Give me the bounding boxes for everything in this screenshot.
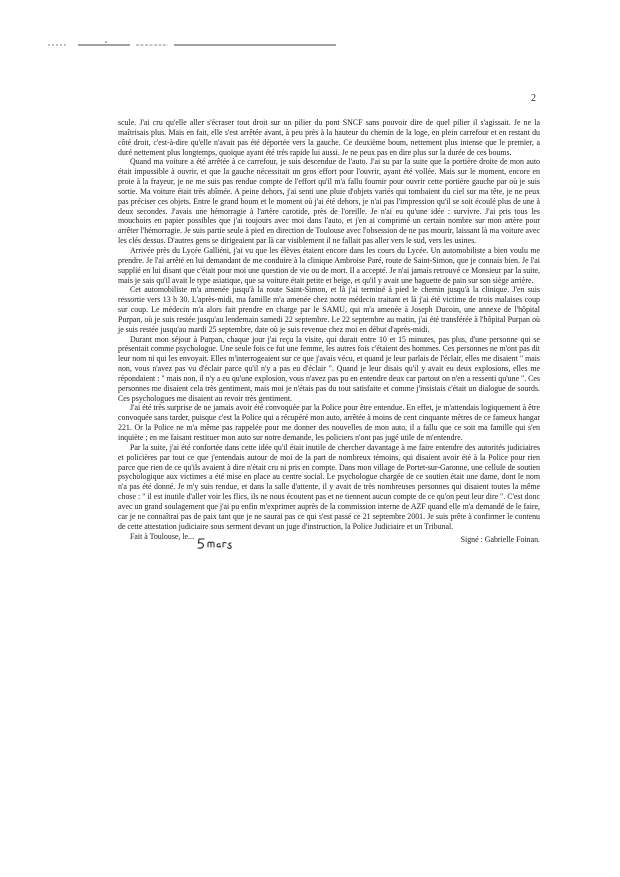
handwritten-date xyxy=(196,536,240,552)
paragraph: J'ai été très surprise de ne jamais avoir été convoquée par la Police pour être entendue. En effet, je m'attendais logiquement à être convoquée sans tarder, puisque c'est la Police qui a récupéré mon auto, arrêtée à moins de cent cinquante mètres de ce fameux hangar 221. Or la Police ne m'a même pas rappelée pour me donner des nouvelles de mon auto, il a fallu que ce soit ma famille qui s'en inquiète ; en me faisant restituer mon auto sur notre demande, les policiers n'ont pas jugé utile de m'entendre. xyxy=(118,403,540,442)
paragraph: Par la suite, j'ai été confortée dans cette idée qu'il était inutile de chercher davantage à me faire entendre des autorités judiciaires et policières par tout ce que j'entendais autour de moi de la part de nombreux témoins, qui disaient avoir été à la Police pour rien parce que rien de ce qu'ils avaient à dire n'était cru ni pris en compte. Dans mon village de Portet-sur-Garonne, une cellule de soutien psychologique aux victimes a été mise en place au centre social. Le psychologue chargée de ce soutien était une dame, dont le nom n'a pas été donné. Je m'y suis rendue, et dans la salle d'attente, il y avait de très nombreuses personnes qui disaient toutes la même chose : " il est inutile d'aller voir les flics, ils ne nous écoutent pas et ne tiennent aucun compte de ce qu'on peut leur dire ". C'est donc avec un grand soulagement que j'ai pu enfin m'exprimer auprès de la commission interne de AZF quand elle m'a demandé de le faire, car je ne connaîtrai pas de paix tant que je ne saurai pas ce qui s'est passé ce 21 septembre 2001. Je suis prête à confirmer le contenu de cette attestation judiciaire sous serment devant un juge d'instruction, la Police Judiciaire et un Tribunal. xyxy=(118,442,540,531)
paragraph: Quand ma voiture a été arrêtée à ce carrefour, je suis descendue de l'auto. J'ai su par la suite que la portière droite de mon auto était impossible à ouvrir, et que la gauche nécessitait un gros effort pour l'ouvrir, ayant été vollée. Mais sur le moment, encore en proie à la frayeur, je ne me suis pas rendue compte de l'effort qu'il m'a fallu fournir pour ouvrir cette portière gauche par où je suis sortie. Ma voiture était très abîmée. A peine dehors, j'ai senti une pluie d'objets variés qui tombaient du ciel sur ma tête, je ne peux pas préciser ces objets. Entre le grand boum et le moment où j'ai été dehors, je n'ai pas l'impression qu'il se soit écoulé plus de une à deux secondes. J'avais une hémorragie à l'artère carotide, près de l'oreille. Je n'ai eu qu'une idée : survivre. J'ai pris tous les mouchoirs en papier possibles que j'ai toujours avec moi dans l'auto, et j'en ai comprimé un certain nombre sur mon artère pour arrêter l'hémorragie. Je suis partie seule à pied en direction de Toulouse avec l'obsession de ne pas mourir, laissant là ma voiture avec les clés dessus. D'autres gens se dirigeaient par là car visiblement il ne fallait pas aller vers le sud, vers les usines. xyxy=(118,157,540,246)
signature-line: Signé : Gabrielle Foinan. xyxy=(460,535,540,545)
document-body xyxy=(118,118,540,556)
place-date-line: Fait à Toulouse, le... xyxy=(130,532,194,542)
paragraph: scule. J'ai cru qu'elle aller s'écraser tout droit sur un pilier du pont SNCF sans pouvoir dire de quel pilier il s'agissait. Je ne la maîtrisais plus. Mais en fait, elle s'est arrêtée avant, à peu près à la hauteur du chemin de la loge, en plein carrefour et en restant du côté droit, c'est-à-dire qu'elle n'avait pas été déportée vers la gauche. Ce deuxième boum, nettement plus intense que le premier, a duré nettement plus longtemps, quoique ayant été très rapide lui aussi. Je ne peux pas en dire plus sur la durée de ces boums. xyxy=(118,118,540,157)
paragraph: Durant mon séjour à Purpan, chaque jour j'ai reçu la visite, qui durait entre 10 et 15 minutes, pas plus, d'une personne qui se présentait comme psychologue. Une seule fois ce fut une femme, les autres fois c'étaient des hommes. Ces personnes ne m'ont pas dit leur nom ni qui les envoyait. Elles m'interrogeaient sur ce que j'avais vécu, et quand je leur parlais de l'éclair, elles me disaient " mais non, vous n'avez pas vu d'éclair parce qu'il n'y a pas eu d'éclair ". Quand je leur disais qu'il y avait eu deux explosions, elles me répondaient : " mais non, il n'y a eu qu'une explosion, vous n'avez pas pu en entendre deux car partout on n'en a ressenti qu'une ". Ces personnes me disaient cela très gentiment, mais moi je n'étais pas du tout satisfaite et comme j'insistais c'était un dialogue de sourds. Ces psychologues me disaient au revoir très gentiment. xyxy=(118,334,540,403)
closing-block xyxy=(118,532,540,556)
page-number: 2 xyxy=(531,93,536,104)
paragraph: Arrivée près du Lycée Galliéni, j'ai vu que les élèves étaient encore dans les cours du Lycée. Un automobiliste a bien voulu me prendre. Je l'ai arrêté en lui demandant de me conduire à la clinique Ambroise Paré, route de Saint-Simon, que je connais bien. Je l'ai supplié en lui disant que c'était pour moi une question de vie ou de mort. Il a accepté. Je n'ai jamais retrouvé ce Monsieur par la suite, mais je sais qu'il avait le type asiatique, que sa voiture était petite et beige, et qu'il y avait une baguette de pain sur son siège arrière. xyxy=(118,245,540,285)
scan-artifact-line xyxy=(18,40,338,50)
paragraph: Cet automobiliste m'a amenée jusqu'à la route Saint-Simon, et là j'ai terminé à pied le chemin jusqu'à la clinique. J'en suis ressortie vers 13 h 30. L'après-midi, ma famille m'a amenée chez notre médecin traitant et là j'ai été victime de trois malaises coup sur coup. Le médecin m'a alors fait prendre en charge par le SAMU, qui m'a amenée à Joseph Ducoin, une annexe de l'hôpital Purpan, où je suis restée jusqu'au lendemain samedi 22 septembre. Le 22 septembre au matin, j'ai été transférée à l'hôpital Purpan où je suis restée jusqu'au mardi 25 septembre, date où je suis revenue chez moi en début d'après-midi. xyxy=(118,285,540,334)
